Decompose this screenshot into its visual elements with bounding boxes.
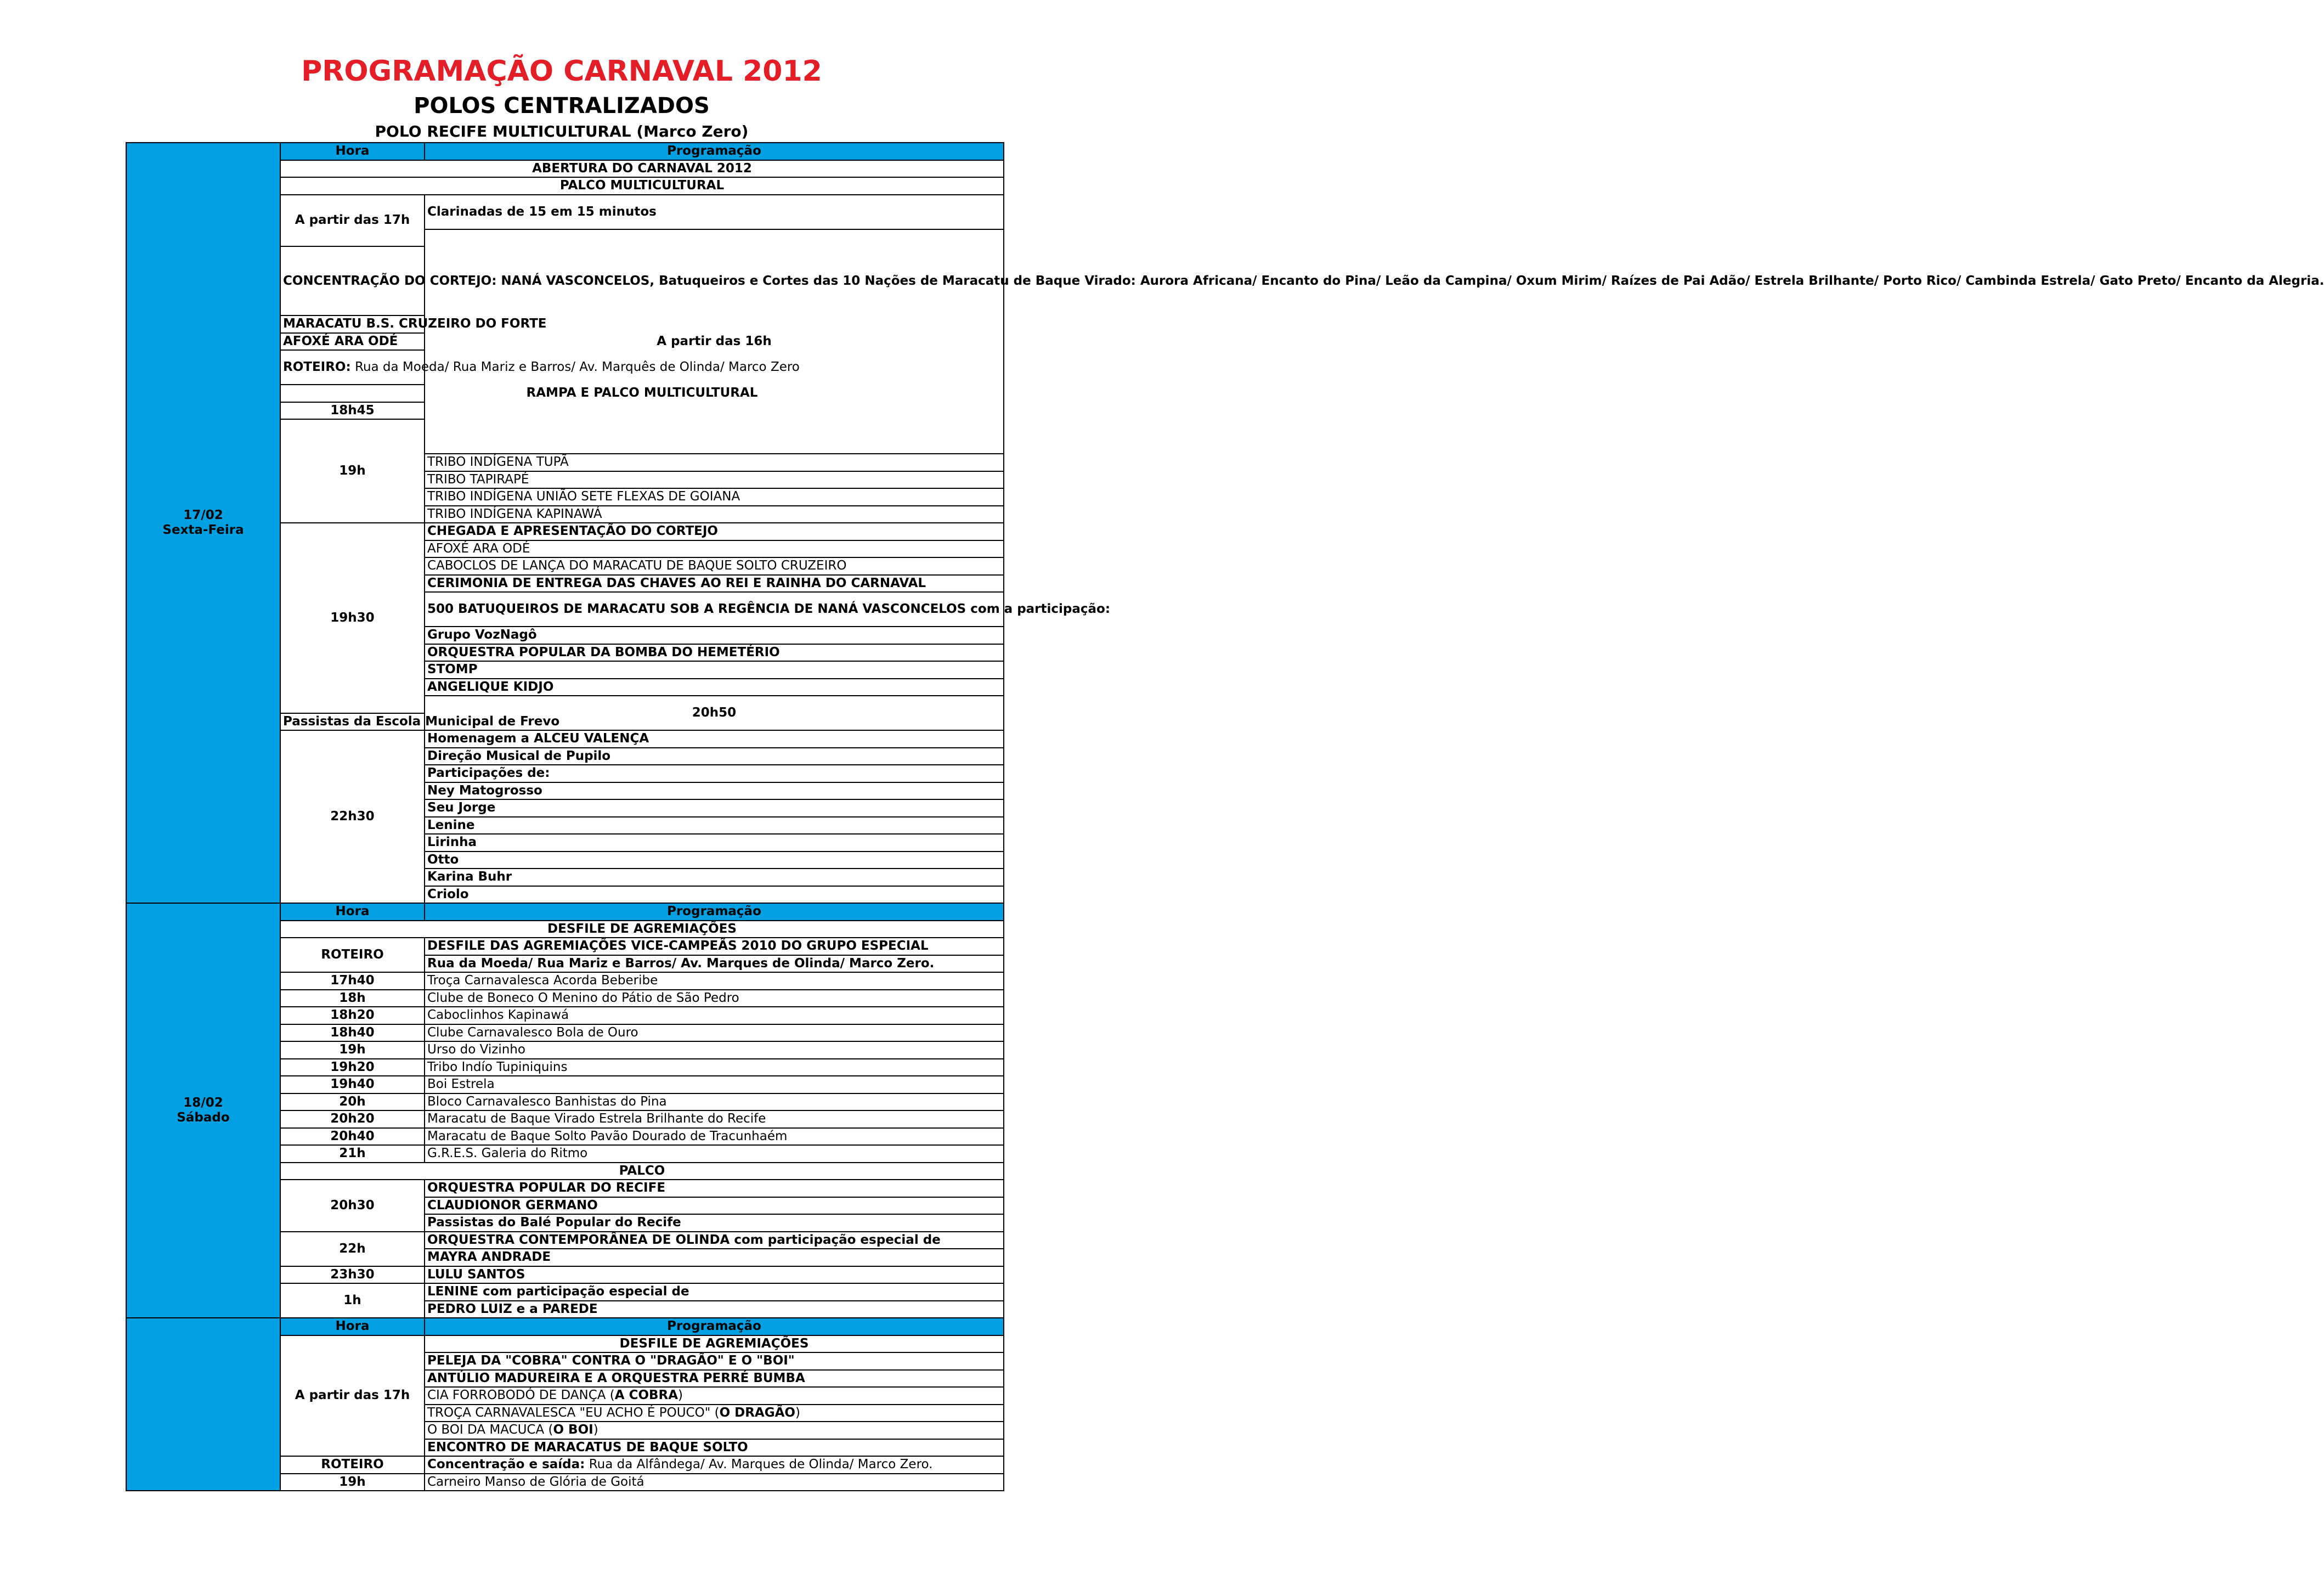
program-cell (425, 1405, 1004, 1422)
column-header-programacao: Programação (425, 143, 1004, 160)
program-text: CERIMONIA DE ENTREGA DAS CHAVES AO REI E RAINHA DO CARNAVAL (427, 576, 926, 590)
program-text: Carneiro Manso de Glória de Goitá (427, 1474, 644, 1489)
program-cell (425, 1128, 1004, 1146)
program-cell (425, 1214, 1004, 1232)
hour-cell: 19h (280, 1041, 425, 1059)
program-text: Lenine (427, 817, 475, 832)
program-cell (425, 195, 1004, 229)
program-text: AFOXÉ ARA ODÉ (427, 541, 530, 556)
program-text: Direção Musical de Pupilo (427, 748, 611, 763)
program-text: Seu Jorge (427, 800, 496, 815)
program-text: CONCENTRAÇÃO DO CORTEJO: NANÁ VASCONCELOS, Batuqueiros e Cortes das 10 Nações de Maracatu de Baque Virado: Aurora Africana/ Encanto do Pina/ Leão da Campina/ Oxum Mirim/ Raízes de Pai Adão/ Estrela Brilhante/ Porto Rico/ Cambinda Estrela/ Gato Preto/ Encanto da Alegria. (283, 273, 2324, 288)
schedule-row (126, 143, 1004, 160)
program-text: Urso do Vizinho (427, 1042, 525, 1057)
program-cell (280, 246, 2324, 315)
program-text: Rua da Moeda/ Rua Mariz e Barros/ Av. Marques de Olinda/ Marco Zero. (427, 956, 935, 971)
program-cell (425, 955, 1004, 973)
hour-cell: 17h40 (280, 972, 425, 990)
program-cell (425, 748, 1004, 765)
hour-cell: 18h (280, 990, 425, 1007)
program-emphasis: O BOI (553, 1423, 593, 1437)
program-text: Troça Carnavalesca Acorda Beberibe (427, 973, 658, 988)
program-text: CIA FORROBODÓ DE DANÇA ( (427, 1388, 615, 1403)
program-cell (425, 627, 1004, 644)
day-date: 18/02 (183, 1096, 223, 1110)
hour-cell: A partir das 16h (425, 229, 1004, 454)
day-weekday: Sábado (177, 1110, 230, 1125)
program-cell (425, 557, 1004, 575)
hour-cell: 22h (280, 1232, 425, 1266)
program-cell (280, 315, 547, 333)
program-text: Bloco Carnavalesco Banhistas do Pina (427, 1094, 667, 1109)
program-text: Participações de: (427, 766, 550, 781)
program-text: Otto (427, 852, 459, 867)
program-cell (425, 1024, 1004, 1042)
column-header-hora: Hora (280, 143, 425, 160)
hour-cell: 19h30 (280, 523, 425, 713)
program-cell (425, 1370, 1004, 1388)
program-cell (425, 1249, 1004, 1266)
hour-cell: 18h45 (280, 402, 425, 420)
program-text: ORQUESTRA POPULAR DA BOMBA DO HEMETÉRIO (427, 645, 780, 659)
column-header-programacao: Programação (425, 1318, 1004, 1335)
program-cell (425, 990, 1004, 1007)
section-header: PALCO (280, 1163, 1004, 1180)
program-cell (425, 1439, 1004, 1457)
program-tail: ) (593, 1423, 598, 1437)
section-header: PALCO MULTICULTURAL (280, 177, 1004, 195)
program-cell (425, 523, 1004, 540)
program-cell (425, 1283, 1004, 1301)
column-header-programacao: Programação (425, 903, 1004, 921)
program-text: Clube de Boneco O Menino do Pátio de São Pedro (427, 990, 739, 1005)
program-emphasis: A COBRA (614, 1388, 678, 1403)
program-cell (425, 972, 1004, 990)
day-cell (126, 1318, 280, 1491)
program-cell (425, 1474, 1004, 1491)
program-cell (425, 1387, 1004, 1405)
program-cell (425, 644, 1004, 662)
program-text: Grupo VozNagô (427, 628, 537, 642)
program-text: PEDRO LUIZ e a PAREDE (427, 1301, 598, 1316)
program-cell (425, 1301, 1004, 1318)
program-text: Caboclinhos Kapinawá (427, 1008, 569, 1023)
program-text: DESFILE DE AGREMIAÇÕES (619, 1336, 809, 1351)
program-text: STOMP (427, 662, 478, 677)
program-cell (425, 679, 1004, 696)
program-cell (425, 1335, 1004, 1353)
program-cell (425, 834, 1004, 852)
program-cell (425, 540, 1004, 558)
day-weekday: Sexta-Feira (162, 523, 244, 537)
hour-cell: 18h20 (280, 1007, 425, 1024)
program-text: DESFILE DAS AGREMIAÇÕES VICE-CAMPEÃS 2010 DO GRUPO ESPECIAL (427, 939, 929, 954)
column-header-hora: Hora (280, 1318, 425, 1335)
day-date: 17/02 (183, 508, 223, 522)
polo-title: POLO RECIFE MULTICULTURAL (Marco Zero) (375, 122, 749, 140)
program-text: ENCONTRO DE MARACATUS DE BAQUE SOLTO (427, 1440, 748, 1454)
program-cell (425, 471, 1004, 489)
hour-cell: 19h20 (280, 1059, 425, 1076)
program-text: MARACATU B.S. CRUZEIRO DO FORTE (283, 317, 547, 331)
program-cell (425, 506, 1004, 523)
hour-cell: 20h50 (425, 696, 1004, 730)
program-cell (280, 350, 800, 385)
hour-cell: A partir das 17h (280, 1335, 425, 1457)
hour-cell: A partir das 17h (280, 195, 425, 247)
program-text: Ney Matogrosso (427, 783, 542, 798)
program-cell (425, 817, 1004, 835)
program-text: 500 BATUQUEIROS DE MARACATU SOB A REGÊNCIA DE NANÁ VASCONCELOS com a participação: (427, 602, 1111, 616)
program-cell (425, 661, 1004, 679)
hour-cell: 19h (280, 419, 425, 523)
program-text: Clarinadas de 15 em 15 minutos (427, 204, 657, 219)
page-subtitle: POLOS CENTRALIZADOS (414, 93, 710, 119)
program-cell (425, 1180, 1004, 1197)
program-text: AFOXÉ ARA ODÉ (283, 334, 398, 348)
program-text: Boi Estrela (427, 1077, 495, 1092)
program-text: G.R.E.S. Galeria do Ritmo (427, 1146, 588, 1161)
program-text: Maracatu de Baque Virado Estrela Brilhante do Recife (427, 1112, 766, 1126)
program-cell (425, 852, 1004, 869)
program-cell (425, 1456, 1004, 1474)
program-cell (425, 1110, 1004, 1128)
hour-cell: ROTEIRO (280, 1456, 425, 1474)
day-cell (126, 903, 280, 1318)
program-cell (425, 1059, 1004, 1076)
program-cell (425, 1007, 1004, 1024)
hour-cell: 23h30 (280, 1266, 425, 1284)
program-text: MAYRA ANDRADE (427, 1250, 551, 1265)
program-cell (425, 1145, 1004, 1163)
program-text: LULU SANTOS (427, 1267, 525, 1282)
hour-cell: 20h30 (280, 1180, 425, 1232)
program-cell (425, 454, 1004, 471)
program-cell (425, 938, 1004, 955)
program-label: Concentração e saída: (427, 1457, 585, 1472)
program-text: Homenagem a ALCEU VALENÇA (427, 731, 649, 746)
program-text: Criolo (427, 887, 469, 901)
program-text: O BOI DA MACUCA ( (427, 1423, 553, 1437)
schedule-table (126, 142, 2324, 1491)
hour-cell: 20h40 (280, 1128, 425, 1146)
program-text: Passistas do Balé Popular do Recife (427, 1215, 681, 1230)
program-cell (425, 1352, 1004, 1370)
program-text: Lirinha (427, 835, 477, 850)
column-header-hora: Hora (280, 903, 425, 921)
program-text: LENINE com participação especial de (427, 1284, 689, 1299)
program-text: TRIBO INDÍGENA UNIÃO SETE FLEXAS DE GOIANA (427, 489, 740, 504)
hour-cell: 22h30 (280, 730, 425, 903)
section-header: ABERTURA DO CARNAVAL 2012 (280, 160, 1004, 178)
hour-cell: 21h (280, 1145, 425, 1163)
program-text: TROÇA CARNAVALESCA "EU ACHO É POUCO" ( (427, 1405, 720, 1420)
program-cell (425, 488, 1004, 506)
program-text: TRIBO TAPIRAPÉ (427, 472, 529, 487)
program-text: TRIBO INDÍGENA TUPÃ (427, 455, 569, 470)
program-cell (425, 730, 1004, 748)
program-cell (425, 1422, 1004, 1439)
schedule-row (126, 903, 1004, 921)
hour-cell: 19h (280, 1474, 425, 1491)
program-cell (425, 1232, 1004, 1249)
program-cell (425, 765, 1004, 782)
hour-cell: 1h (280, 1283, 425, 1318)
program-text: Rua da Moeda/ Rua Mariz e Barros/ Av. Marquês de Olinda/ Marco Zero (355, 360, 800, 374)
program-cell (425, 1076, 1004, 1093)
program-cell (425, 1093, 1004, 1111)
program-text: Passistas da Escola Municipal de Frevo (283, 714, 560, 729)
program-tail: ) (795, 1405, 800, 1420)
program-text: TRIBO INDÍGENA KAPINAWÁ (427, 506, 602, 521)
program-cell (425, 886, 1004, 904)
program-cell (425, 782, 1004, 800)
program-text: Karina Buhr (427, 870, 512, 884)
program-emphasis: O DRAGÃO (719, 1405, 795, 1420)
hour-cell: 20h20 (280, 1110, 425, 1128)
day-cell (126, 143, 280, 903)
program-cell (425, 1041, 1004, 1059)
hour-cell: ROTEIRO (280, 938, 425, 972)
schedule-row (126, 1318, 1004, 1335)
hour-cell: 18h40 (280, 1024, 425, 1042)
program-text: Maracatu de Baque Solto Pavão Dourado de Tracunhaém (427, 1129, 788, 1143)
program-cell (425, 799, 1004, 817)
section-header: DESFILE DE AGREMIAÇÕES (280, 921, 1004, 938)
program-cell (425, 869, 1004, 886)
program-text: PELEJA DA "COBRA" CONTRA O "DRAGÃO" E O "BOI" (427, 1354, 795, 1368)
program-text: Rua da Alfândega/ Av. Marques de Olinda/ Marco Zero. (589, 1457, 933, 1472)
hour-cell: 20h (280, 1093, 425, 1111)
program-cell (280, 333, 425, 351)
program-cell (425, 592, 1111, 627)
page-title: PROGRAMAÇÃO CARNAVAL 2012 (301, 55, 822, 88)
program-text: Tribo Indío Tupiniquins (427, 1059, 568, 1074)
program-text: CLAUDIONOR GERMANO (427, 1198, 598, 1213)
program-text: Clube Carnavalesco Bola de Ouro (427, 1025, 638, 1040)
program-cell (425, 1197, 1004, 1215)
hour-cell: 19h40 (280, 1076, 425, 1093)
program-text: ANGELIQUE KIDJO (427, 679, 554, 694)
program-text: ANTÚLIO MADUREIRA E A ORQUESTRA PERRÉ BUMBA (427, 1371, 805, 1385)
program-cell (425, 575, 1004, 593)
program-tail: ) (678, 1388, 683, 1403)
program-text: CABOCLOS DE LANÇA DO MARACATU DE BAQUE SOLTO CRUZEIRO (427, 559, 847, 573)
program-cell (280, 713, 560, 731)
program-text: ORQUESTRA POPULAR DO RECIFE (427, 1181, 666, 1196)
section-header: RAMPA E PALCO MULTICULTURAL (280, 385, 1004, 402)
program-text: CHEGADA E APRESENTAÇÃO DO CORTEJO (427, 524, 718, 539)
program-cell (425, 1266, 1004, 1284)
program-label: ROTEIRO: (283, 360, 351, 374)
program-text: ORQUESTRA CONTEMPORÂNEA DE OLINDA com participação especial de (427, 1232, 941, 1247)
